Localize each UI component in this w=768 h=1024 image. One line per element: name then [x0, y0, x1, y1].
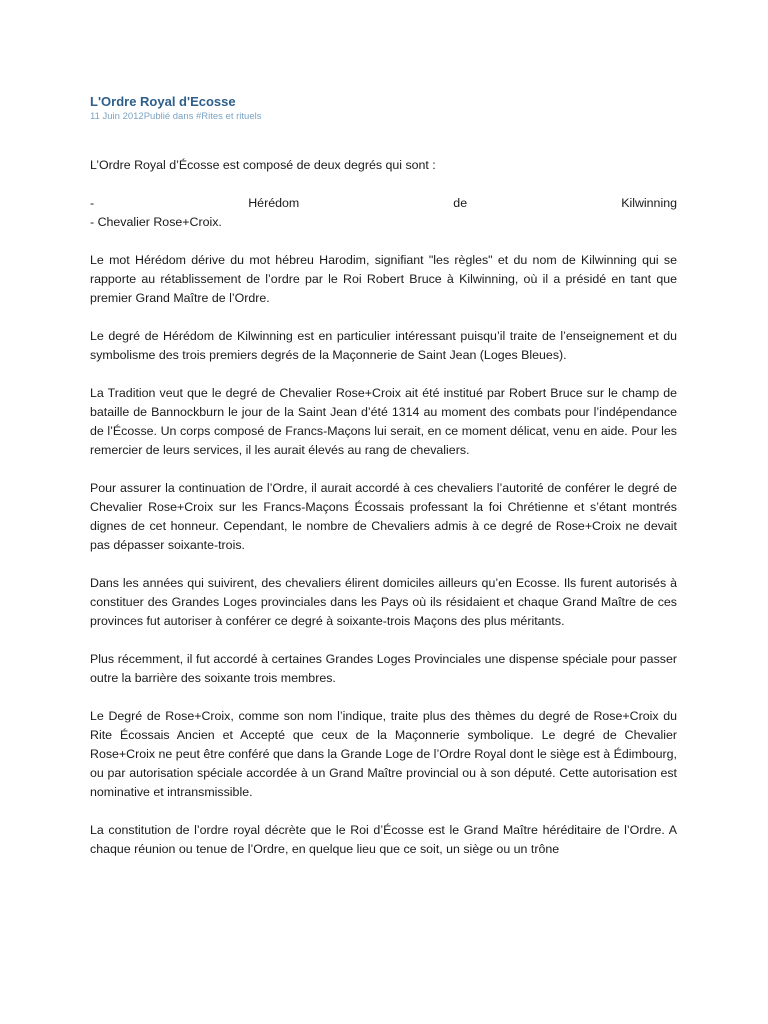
article-category[interactable]: Publié dans #Rites et rituels	[143, 111, 262, 122]
list-word: Hérédom	[248, 196, 300, 210]
article	[90, 94, 677, 878]
paragraph: Plus récemment, il fut accordé à certaines Grandes Loges Provinciales une dispense spéciale pour passer outre la barrière des soixante trois membres.	[90, 652, 677, 685]
article-meta	[90, 110, 677, 123]
list-dash: -	[90, 196, 95, 210]
article-body	[90, 156, 677, 859]
paragraph: Dans les années qui suivirent, des chevaliers élirent domiciles ailleurs qu’en Ecosse. Ils furent autorisés à constituer des Grandes Loges provinciales dans les Pays où ils résidaient et chaque Grand Maître de ces provinces fut autoriser à conférer ce degré à soixante-trois Maçons des plus méritants.	[90, 576, 677, 628]
paragraph: La Tradition veut que le degré de Chevalier Rose+Croix ait été institué par Robert Bruce sur le champ de bataille de Bannockburn le jour de la Saint Jean d’été 1314 au moment des combats pour l’indépendance de l’Écosse. Un corps composé de Francs-Maçons lui serait, en ce moment délicat, venu en aide. Pour les remercier de leurs services, il les aurait élevés au rang de chevaliers.	[90, 386, 677, 457]
list-word: de	[453, 196, 468, 210]
article-date: 11 Juin 2012	[90, 111, 144, 122]
paragraph: Le Degré de Rose+Croix, comme son nom l’indique, traite plus des thèmes du degré de Rose+Croix du Rite Écossais Ancien et Accepté que ceux de la Maçonnerie symbolique. Le degré de Chevalier Rose+Croix ne peut être conféré que dans la Grande Loge de l’Ordre Royal dont le siège est à Édimbourg, ou par autorisation spéciale accordée à un Grand Maître provincial ou à son député. Cette autorisation est nominative et intransmissible.	[90, 709, 677, 799]
degree-list-item-1	[90, 194, 677, 213]
degree-list-item-2: - Chevalier Rose+Croix.	[90, 215, 222, 229]
paragraph: Pour assurer la continuation de l’Ordre, il aurait accordé à ces chevaliers l’autorité de conférer le degré de Chevalier Rose+Croix sur les Francs-Maçons Écossais professant la foi Chrétienne et s’étant montrés dignes de cet honneur. Cependant, le nombre de Chevaliers admis à ce degré de Rose+Croix ne devait pas dépasser soixante-trois.	[90, 481, 677, 552]
paragraph: La constitution de l’ordre royal décrète que le Roi d’Écosse est le Grand Maître héréditaire de l’Ordre. A chaque réunion ou tenue de l’Ordre, en quelque lieu que ce soit, un siège ou un trône	[90, 823, 677, 856]
article-title[interactable]: L'Ordre Royal d'Ecosse	[90, 94, 236, 109]
paragraph: Le degré de Hérédom de Kilwinning est en particulier intéressant puisqu’il traite de l’enseignement et du symbolisme des trois premiers degrés de la Maçonnerie de Saint Jean (Loges Bleues).	[90, 329, 677, 362]
intro-paragraph: L’Ordre Royal d’Écosse est composé de deux degrés qui sont :	[90, 158, 436, 172]
list-word: Kilwinning	[621, 196, 677, 210]
paragraph: Le mot Hérédom dérive du mot hébreu Harodim, signifiant "les règles" et du nom de Kilwinning qui se rapporte au rétablissement de l’ordre par le Roi Robert Bruce à Kilwinning, où il a présidé en tant que premier Grand Maître de l’Ordre.	[90, 253, 677, 305]
